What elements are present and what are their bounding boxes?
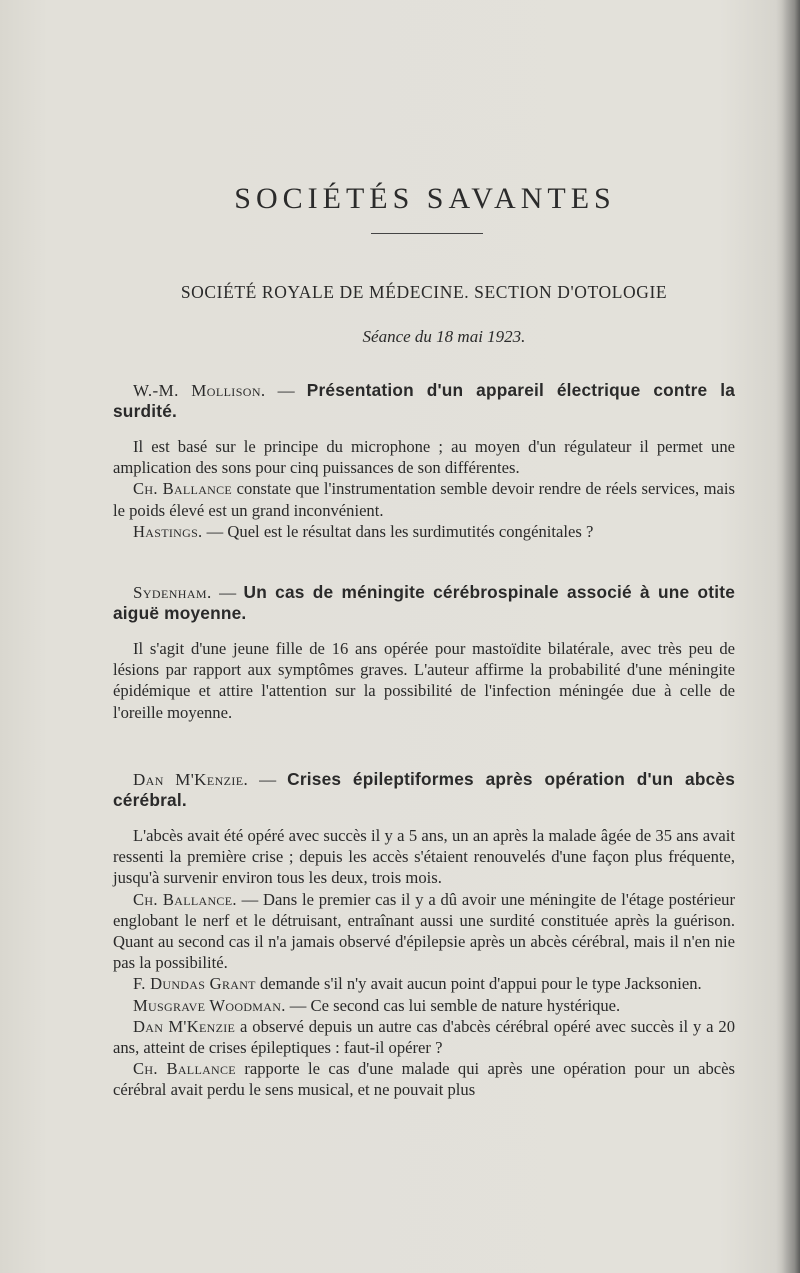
paragraph	[113, 995, 735, 1016]
paragraph: L'abcès avait été opéré avec succès il y a 5 ans, un an après la malade âgée de 35 ans avait ressenti la première crise ; depuis les accès s'étaient renouvelés d'une façon plus fréquente, jusqu'à survenir environ tous les deux, trois mois.	[113, 826, 735, 888]
article-sydenham	[113, 582, 735, 723]
title-divider	[371, 233, 483, 234]
seance-date: Séance du 18 mai 1923.	[362, 327, 526, 346]
paragraph: Il s'agit d'une jeune fille de 16 ans opérée pour mastoïdite bilatérale, avec très peu de lésions par rapport aux symptômes graves. L'auteur affirme la probabilité d'une méningite épidémique et attire l'attention sur la possibilité de l'infection méningée due à celle de l'oreille moyenne.	[113, 639, 735, 722]
main-title: SOCIÉTÉS SAVANTES	[234, 182, 616, 215]
article-heading: Sydenham. — Un cas de méningite cérébrospinale associé à une otite aiguë moyenne.	[113, 582, 736, 623]
paragraph-text: demande s'il n'y avait aucun point d'appui pour le type Jacksonien.	[259, 974, 702, 994]
paragraph-text: — Ce second cas lui semble de nature hystérique.	[289, 995, 621, 1015]
paragraph-text: a observé depuis un autre cas d'abcès cérébral opéré avec succès il y a 20 ans, atteint de crises épileptiques : faut-il opérer ?	[113, 1016, 735, 1058]
paragraph	[113, 973, 735, 994]
article-author: W.-M. Mollison.	[133, 381, 266, 400]
speaker-name: Hastings.	[133, 521, 203, 541]
speaker-name: Ch. Ballance	[133, 1059, 236, 1079]
article-mollison	[113, 380, 735, 542]
article-heading: Dan M'Kenzie. — Crises épileptiformes après opération d'un abcès cérébral.	[113, 769, 736, 810]
speaker-name: Dan M'Kenzie	[133, 1016, 236, 1036]
paragraph-text: rapporte le cas d'une malade qui après une opération pour un abcès cérébral avait perdu le sens musical, et ne pouvait plus	[113, 1059, 735, 1100]
speaker-name: F. Dundas Grant	[133, 974, 256, 994]
paragraph	[113, 521, 735, 542]
article-title: Crises épileptiformes après opération d'un abcès cérébral.	[113, 769, 736, 810]
paragraph	[113, 1016, 735, 1058]
speaker-name: Ch. Ballance.	[133, 889, 237, 909]
paragraph	[113, 889, 735, 974]
article-mkenzie	[113, 769, 735, 1101]
paragraph: Il est basé sur le principe du microphone ; au moyen d'un régulateur il permet une amplication des sons pour cinq puissances de son différentes.	[113, 437, 735, 478]
paragraph-text: constate que l'instrumentation semble devoir rendre de réels services, mais le poids élevé est un grand inconvénient.	[113, 479, 735, 520]
article-heading: W.-M. Mollison. — Présentation d'un appareil électrique contre la surdité.	[113, 380, 736, 421]
page-edge-shadow	[782, 0, 800, 1273]
article-title: Présentation d'un appareil électrique contre la surdité.	[113, 380, 736, 421]
paragraph	[113, 478, 735, 520]
speaker-name: Ch. Ballance	[133, 479, 233, 499]
article-title: Un cas de méningite cérébrospinale associé à une otite aiguë moyenne.	[113, 582, 736, 623]
article-author: Dan M'Kenzie.	[133, 770, 249, 789]
paragraph-text: — Quel est le résultat dans les surdimutités congénitales ?	[206, 521, 594, 541]
section-title: SOCIÉTÉ ROYALE DE MÉDECINE. SECTION D'OTOLOGIE	[180, 282, 668, 302]
article-author: Sydenham.	[133, 583, 212, 602]
paragraph-text: — Dans le premier cas il y a dû avoir une méningite de l'étage postérieur englobant le nerf et le détruisant, entraînant aussi une surdité constituée après la guérison. Quant au second cas il n'a jamais observé d'épilepsie après un abcès cérébral, mais il n'en nie pas la possibilité.	[113, 889, 736, 973]
speaker-name: Musgrave Woodman.	[133, 995, 286, 1015]
paragraph	[113, 1058, 735, 1100]
